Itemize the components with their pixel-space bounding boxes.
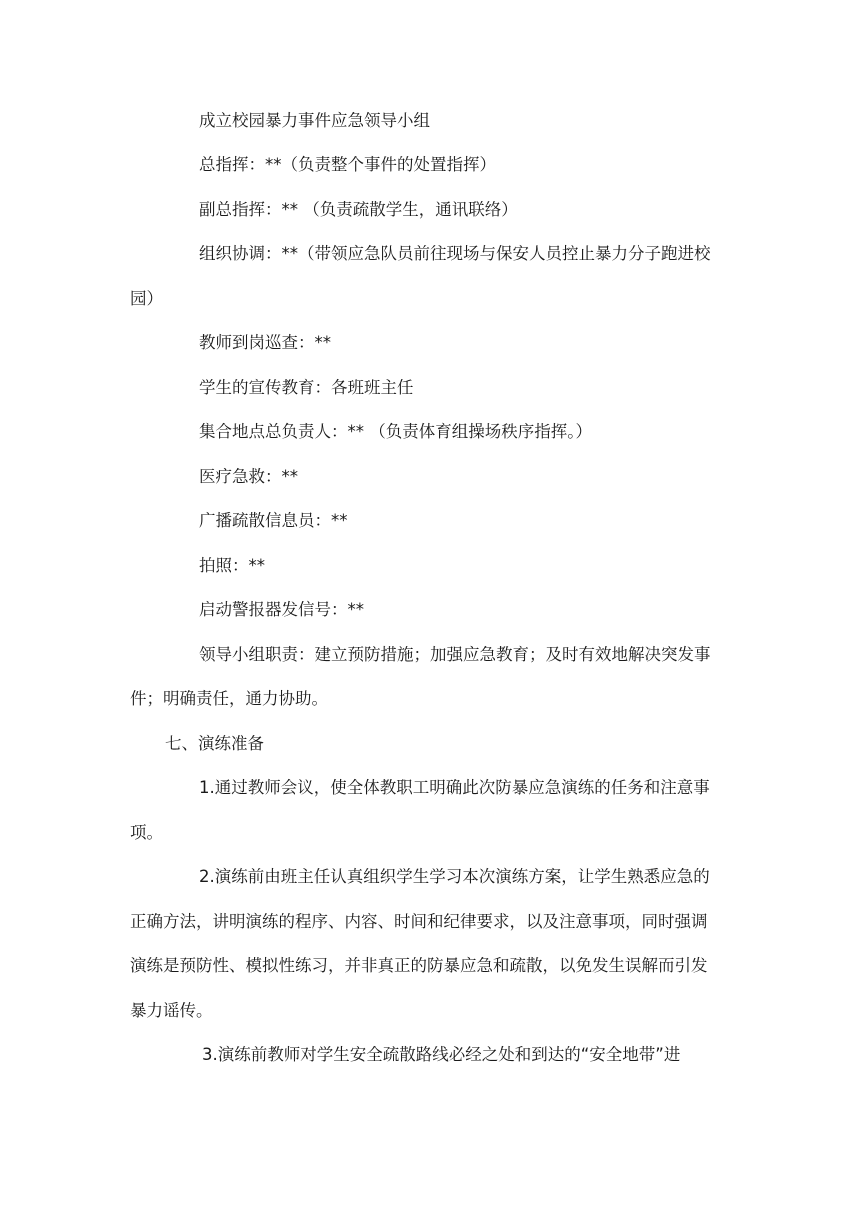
text-line: 组织协调：**（带领应急队员前往现场与保安人员控止暴力分子跑进校 [199, 244, 711, 263]
text-line: 件；明确责任，通力协助。 [130, 689, 328, 708]
text-line: 医疗急救：** [199, 467, 298, 486]
text-line: 副总指挥：** （负责疏散学生，通讯联络） [199, 200, 518, 219]
text-line: 拍照：** [199, 556, 265, 575]
text-line: 学生的宣传教育：各班班主任 [199, 378, 414, 397]
text-line: 领导小组职责：建立预防措施；加强应急教育；及时有效地解决突发事 [199, 645, 711, 664]
text-line: 2.演练前由班主任认真组织学生学习本次演练方案，让学生熟悉应急的 [199, 867, 710, 886]
text-line: 暴力谣传。 [130, 1001, 213, 1020]
text-line: 广播疏散信息员：** [199, 511, 348, 530]
text-line: 3.演练前教师对学生安全疏散路线必经之处和到达的“安全地带”进 [202, 1045, 681, 1064]
text-line: 正确方法，讲明演练的程序、内容、时间和纪律要求，以及注意事项，同时强调 [130, 912, 708, 931]
text-line: 成立校园暴力事件应急领导小组 [199, 111, 430, 130]
text-line: 总指挥：**（负责整个事件的处置指挥） [199, 155, 496, 174]
text-line: 启动警报器发信号：** [199, 600, 364, 619]
text-line: 1.通过教师会议，使全体教职工明确此次防暴应急演练的任务和注意事 [199, 778, 710, 797]
section-heading: 七、演练准备 [165, 734, 264, 753]
text-line: 教师到岗巡查：** [199, 333, 331, 352]
text-line: 园） [130, 289, 163, 308]
text-line: 集合地点总负责人：** （负责体育组操场秩序指挥。） [199, 422, 592, 441]
text-line: 项。 [130, 823, 163, 842]
text-line: 演练是预防性、模拟性练习，并非真正的防暴应急和疏散，以免发生误解而引发 [130, 956, 708, 975]
